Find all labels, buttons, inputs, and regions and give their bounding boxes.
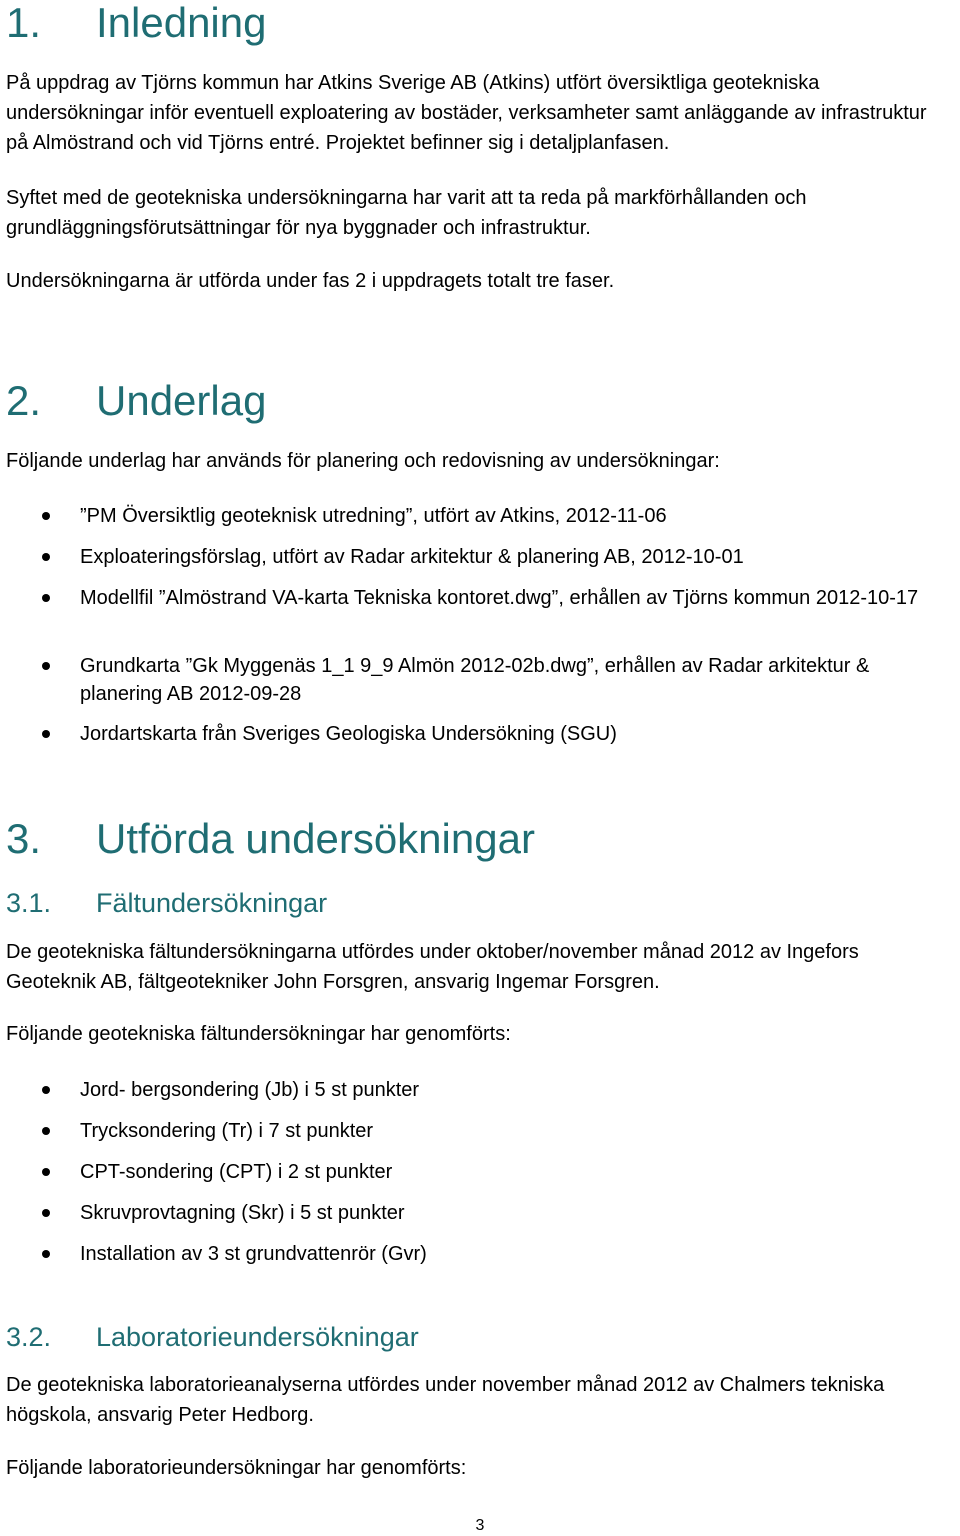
paragraph-faltundersokningar-intro: Följande geotekniska fältundersökningar har genomförts: <box>6 1023 511 1045</box>
heading-title: Underlag <box>96 377 267 424</box>
heading-title: Fältundersökningar <box>96 888 328 918</box>
heading-title: Utförda undersökningar <box>96 815 535 862</box>
page-number: 3 <box>475 1517 485 1534</box>
heading-number: 2. <box>6 377 42 424</box>
list-item: Trycksondering (Tr) i 7 st punkter <box>80 1120 374 1142</box>
paragraph-syfte: Syftet med de geotekniska undersökningarna har varit att ta reda på markförhållanden och grundläggningsförutsättningar för nya byggnader och infrastruktur. <box>6 187 807 239</box>
list-item: ”PM Översiktlig geoteknisk utredning”, utfört av Atkins, 2012-11-06 <box>80 505 667 527</box>
bullet-icon <box>42 1127 50 1135</box>
bullet-icon <box>42 730 50 738</box>
bullet-icon <box>42 594 50 602</box>
heading-laboratorieundersokningar <box>6 1320 419 1354</box>
heading-inledning <box>6 0 266 48</box>
paragraph-laboratorieundersokningar: De geotekniska laboratorieanalyserna utfördes under november månad 2012 av Chalmers tekniska högskola, ansvarig Peter Hedborg. <box>6 1374 885 1426</box>
list-item: Exploateringsförslag, utfört av Radar arkitektur & planering AB, 2012-10-01 <box>80 546 744 568</box>
list-item: Modellfil ”Almöstrand VA-karta Tekniska kontoret.dwg”, erhållen av Tjörns kommun 2012-10-17 <box>80 587 919 609</box>
paragraph-underlag-intro: Följande underlag har används för planering och redovisning av undersökningar: <box>6 450 720 472</box>
bullet-icon <box>42 1209 50 1217</box>
bullet-icon <box>42 662 50 670</box>
heading-number: 3.1. <box>6 888 52 918</box>
heading-utforda-undersokningar <box>6 814 535 864</box>
list-item: Jord- bergsondering (Jb) i 5 st punkter <box>80 1079 420 1101</box>
bullet-icon <box>42 1086 50 1094</box>
bullet-icon <box>42 512 50 520</box>
list-item: Skruvprovtagning (Skr) i 5 st punkter <box>80 1202 405 1224</box>
list-item: Grundkarta ”Gk Myggenäs 1_1 9_9 Almön 2012-02b.dwg”, erhållen av Radar arkitektur & planering AB 2012-09-28 <box>80 655 870 705</box>
heading-title: Inledning <box>96 0 267 46</box>
paragraph-uppdrag: På uppdrag av Tjörns kommun har Atkins Sverige AB (Atkins) utfört översiktliga geotekniska undersökningar inför eventuell exploatering av bostäder, verksamheter samt anläggande av infrastruktur på Almöstrand och vid Tjörns entré. Projektet befinner sig i detaljplanfasen. <box>6 72 927 154</box>
paragraph-laboratorieundersokningar-intro: Följande laboratorieundersökningar har genomförts: <box>6 1457 467 1479</box>
paragraph-fas: Undersökningarna är utförda under fas 2 i uppdragets totalt tre faser. <box>6 270 615 292</box>
heading-number: 3.2. <box>6 1322 52 1352</box>
heading-number: 1. <box>6 0 42 46</box>
heading-title: Laboratorieundersökningar <box>96 1322 419 1352</box>
heading-underlag <box>6 376 266 426</box>
heading-faltundersokningar <box>6 886 327 920</box>
bullet-icon <box>42 1168 50 1176</box>
bullet-icon <box>42 1250 50 1258</box>
bullet-icon <box>42 553 50 561</box>
paragraph-faltundersokningar: De geotekniska fältundersökningarna utfördes under oktober/november månad 2012 av Ingefors Geoteknik AB, fältgeotekniker John Forsgren, ansvarig Ingemar Forsgren. <box>6 941 859 993</box>
list-item: Jordartskarta från Sveriges Geologiska Undersökning (SGU) <box>80 723 617 745</box>
list-item: CPT-sondering (CPT) i 2 st punkter <box>80 1161 393 1183</box>
list-item: Installation av 3 st grundvattenrör (Gvr) <box>80 1243 427 1265</box>
heading-number: 3. <box>6 815 42 862</box>
